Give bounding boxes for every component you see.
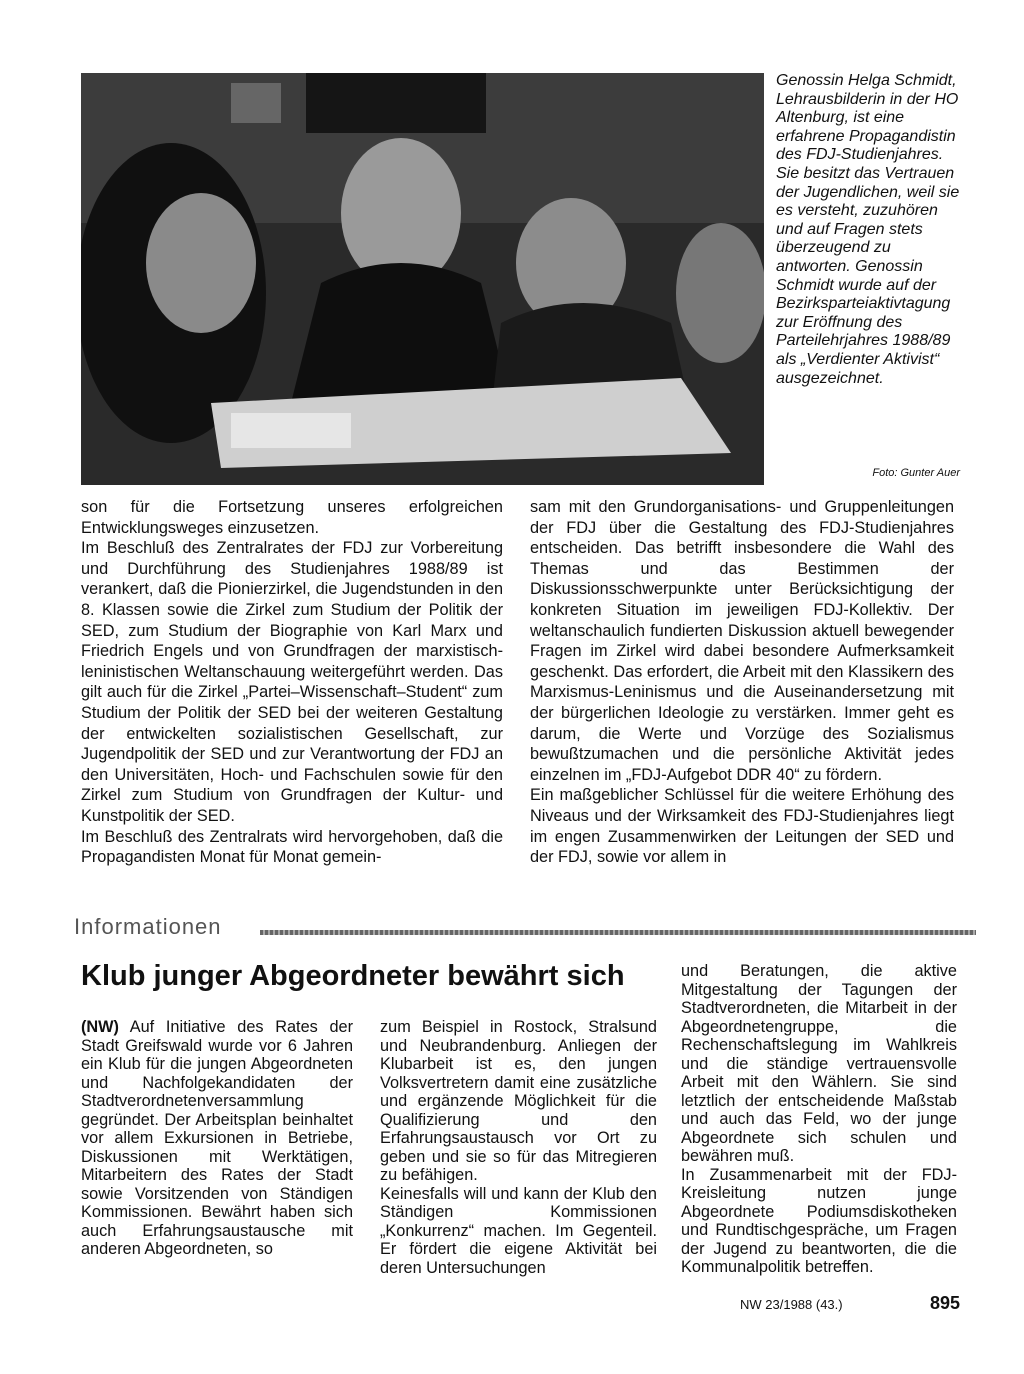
paragraph: Ein maßgeblicher Schlüssel für die weitere Erhöhung des Niveaus und der Wirksamkeit des FDJ-Studienjahres liegt im engen Zusammenwirken der Leitungen der SED und der FDJ, sowie vor allem in	[530, 786, 954, 867]
paragraph: son für die Fortsetzung unseres erfolgreichen Entwicklungsweges einzusetzen.	[81, 498, 503, 537]
page-number: 895	[929, 1293, 960, 1313]
source-tag: (NW)	[81, 1018, 119, 1036]
section-rule	[260, 930, 976, 935]
paragraph	[81, 1018, 353, 1259]
page-footer	[740, 1293, 960, 1317]
caption-text: Genossin Helga Schmidt, Lehrausbilderin in der HO Altenburg, ist eine erfahrene Propagandistin des FDJ-Studienjahres. Sie besitzt das Vertrauen der Jugendlichen, weil sie es versteht, zuzuhören und auf Fragen stets überzeugend zu antworten. Genossin Schmidt wurde auf der Bezirksparteiaktivtagung zur Eröffnung des Parteilehrjahres 1988/89 als „Verdienter Aktivist“ ausgezeichnet.	[776, 72, 960, 387]
article-column-2	[530, 497, 954, 868]
section-label: Informationen	[74, 914, 222, 939]
photo	[81, 73, 764, 485]
paragraph: Im Beschluß des Zentralrates der FDJ zur Vorbereitung und Durchführung des Studienjahres 1988/89 ist verankert, daß die Pionierzirkel, die Jugendstunden in den 8. Klassen sowie die Zirkel zum Studium der Politik der SED, zum Studium der Biographie von Karl Marx und Friedrich Engels und von Grundfragen der marxistisch-leninistischen Weltanschauung weitergeführt werden. Das gilt auch für die Zirkel „Partei–Wissenschaft–Student“ zum Studium der Politik der SED bei der weiteren Gestaltung der entwickelten sozialistischen Gesellschaft, zur Jugendpolitik der SED und zur Verantwortung der FDJ an den Universitäten, Hoch- und Fachschulen sowie für den Zirkel zum Studium von Grundfragen der Kultur- und Kunstpolitik der SED.	[81, 539, 503, 825]
news-column-1	[81, 1018, 353, 1259]
paragraph: In Zusammenarbeit mit der FDJ-Kreisleitung nutzen junge Abgeordnete Podiumsdiskotheken und Rundtischgespräche, um Fragen der Jugend zu beantworten, die die Kommunalpolitik betreffen.	[681, 1165, 957, 1276]
paragraph: und Beratungen, die aktive Mitgestaltung der Tagungen der Stadtverordneten, die Mitarbeit in der Abgeordnetengruppe, die Rechenschaftslegung im Wahlkreis und die ständige vertrauensvolle Arbeit mit den Wählern. Sie sind letztlich der entscheidende Maßstab und auch das Feld, wo der junge Abgeordnete sich schulen und bewähren muß.	[681, 962, 957, 1165]
paragraph: zum Beispiel in Rostock, Stralsund und Neubrandenburg. Anliegen der Klubarbeit ist es, den jungen Volksvertretern damit eine zusätzliche und ergänzende Möglichkeit für die Qualifizierung und den Erfahrungsaustausch vor Ort zu geben und sie so für das Mitregieren zu befähigen.	[380, 1018, 657, 1184]
paragraph-text: Auf Initiative des Rates der Stadt Greifswald wurde vor 6 Jahren ein Klub für die jungen Abgeordneten und Nachfolgekandidaten der Stadtverordnetenversammlung gegründet. Der Arbeitsplan beinhaltet vor allem Exkursionen in Betriebe, Diskussionen mit Werktätigen, Mitarbeitern des Rates der Stadt sowie Vorsitzenden von Ständigen Kommissionen. Bewährt haben sich auch Erfahrungsaustausche mit anderen Abgeordneten, so	[81, 1018, 353, 1258]
photo-caption	[776, 72, 964, 388]
article-column-1	[81, 497, 503, 868]
paragraph: Keinesfalls will und kann der Klub den Ständigen Kommissionen „Konkurrenz“ machen. Im Gegenteil. Er fördert die eigene Aktivität bei deren Untersuchungen	[380, 1184, 657, 1277]
paragraph: Im Beschluß des Zentralrats wird hervorgehoben, daß die Propagandisten Monat für Monat gemein-	[81, 827, 503, 867]
issue-reference: NW 23/1988 (43.)	[740, 1297, 843, 1312]
news-column-3	[681, 962, 957, 1277]
section-header	[74, 914, 978, 944]
article-headline: Klub junger Abgeordneter bewährt sich	[81, 960, 625, 992]
paragraph: sam mit den Grundorganisations- und Gruppenleitungen der FDJ über die Gestaltung des FDJ-Studienjahres entscheiden. Das betrifft insbesondere die Wahl des Themas und das Bestimmen der Diskussionsschwerpunkte unter Berücksichtigung der konkreten Situation im jeweiligen FDJ-Kollektiv. Der weltanschaulich fundierten Diskussion aktuell bewegender Fragen im Zirkel wird dabei besondere Aufmerksamkeit geschenkt. Das erfordert, die Arbeit mit den Klassikern des Marxismus-Leninismus und die Auseinandersetzung mit der bürgerlichen Ideologie zu verstärken. Immer geht es darum, die Werte und Vorzüge des Sozialismus bewußtzumachen und die persönliche Aktivität jedes einzelnen im „FDJ-Aufgebot DDR 40“ zu fördern.	[530, 498, 954, 784]
photo-illustration	[81, 73, 764, 485]
photo-credit: Foto: Gunter Auer	[872, 467, 960, 479]
news-column-2	[380, 1018, 657, 1277]
